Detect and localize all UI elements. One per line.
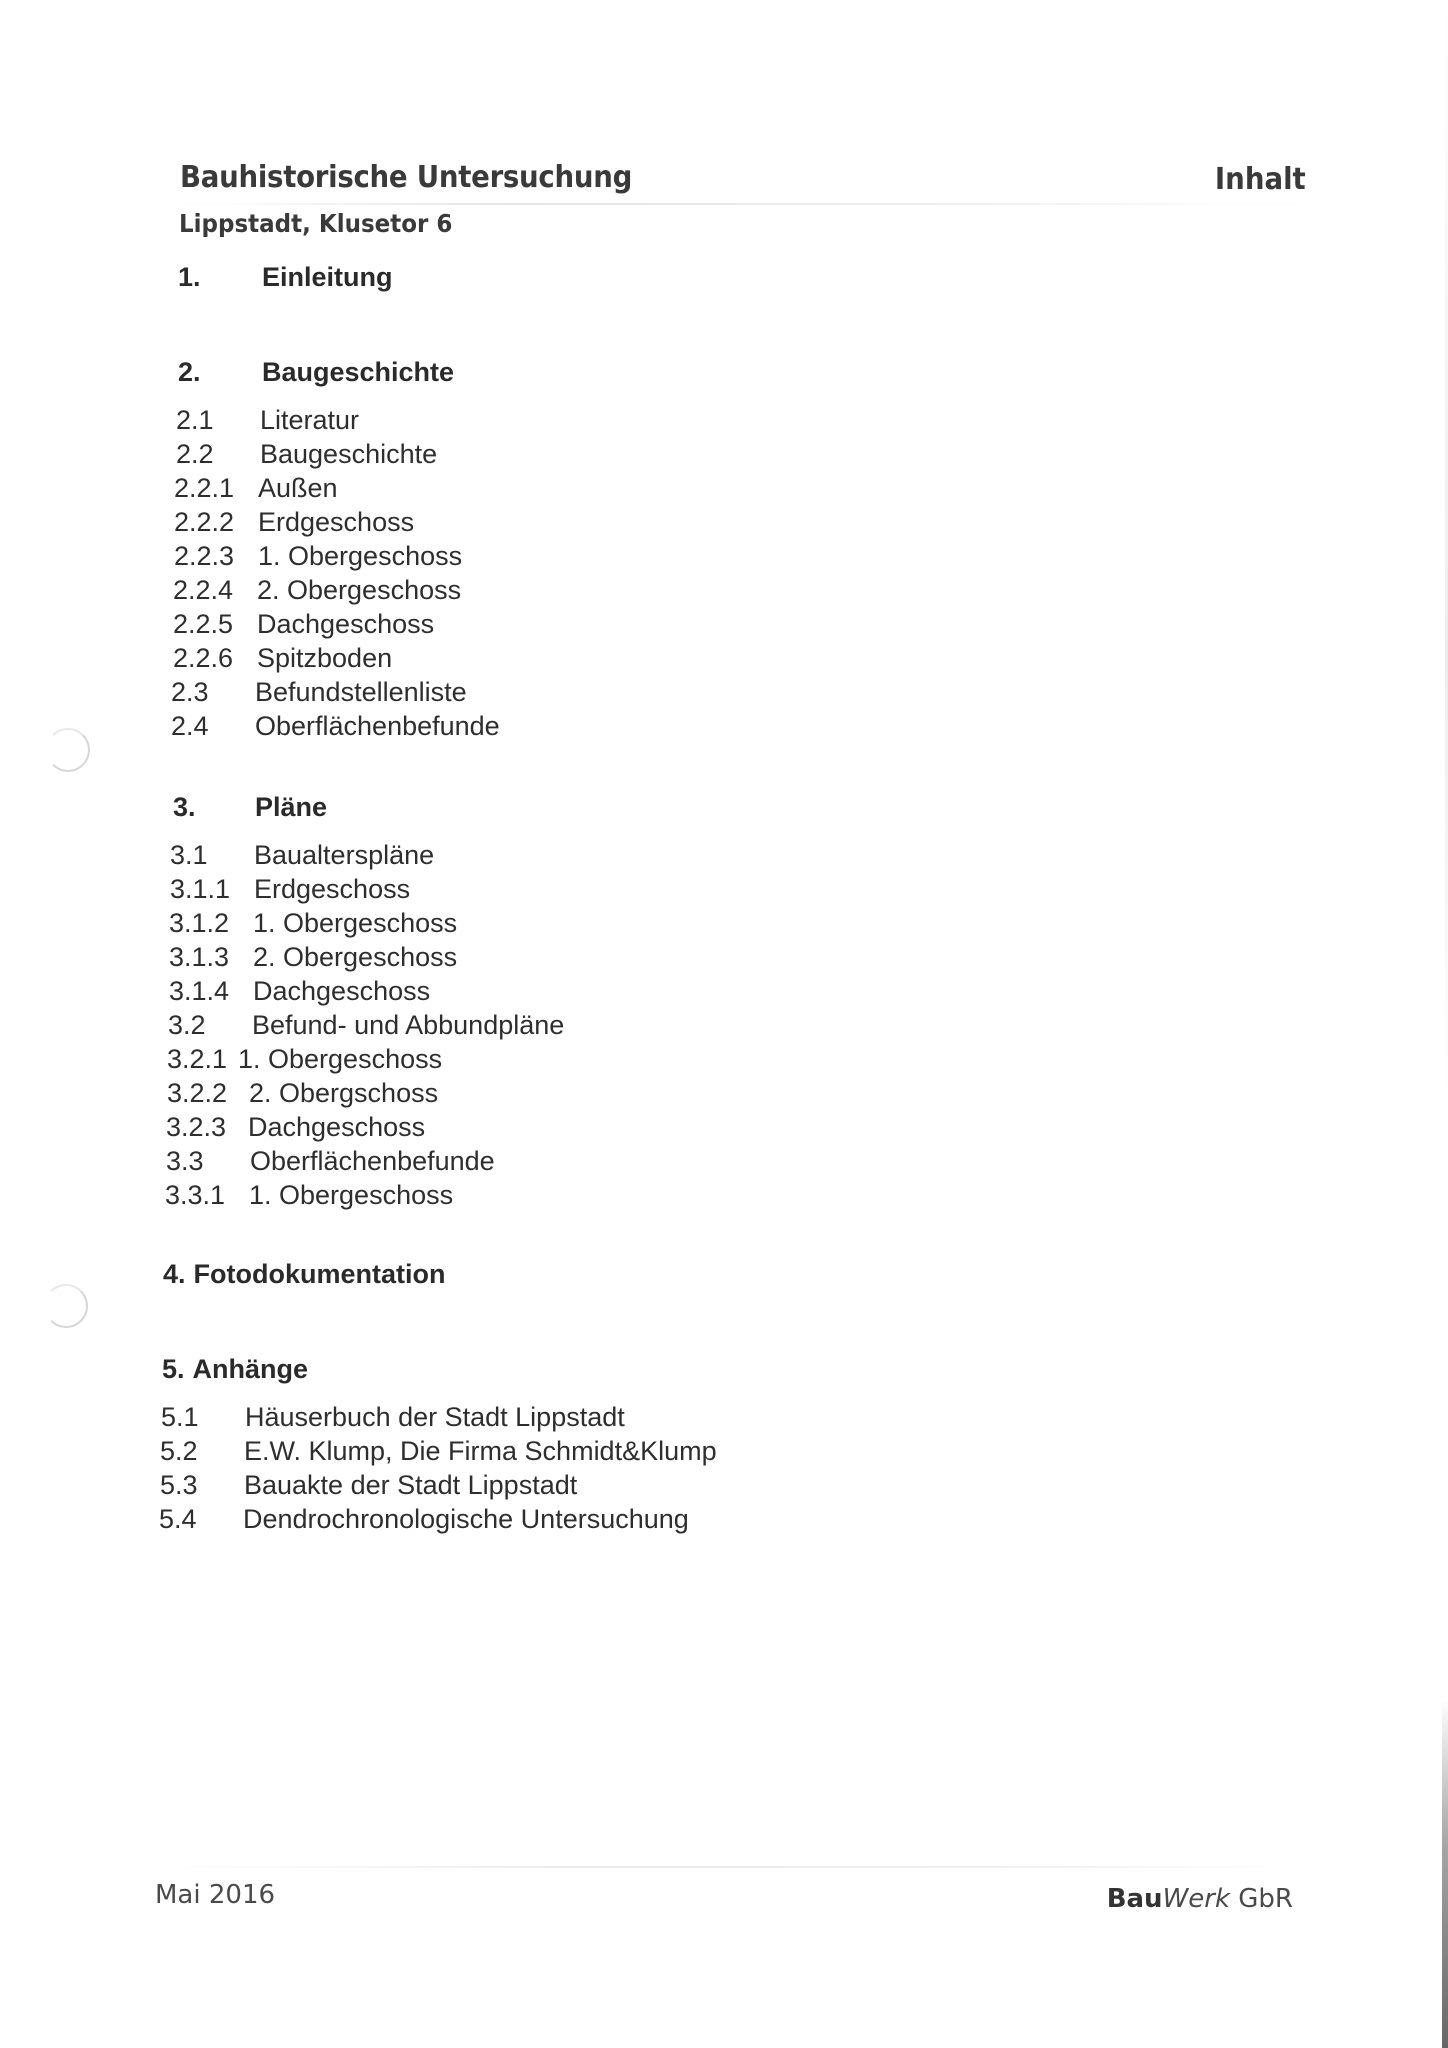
- toc-number: 2.1: [176, 405, 214, 435]
- toc-number: 2.2.1: [174, 473, 235, 503]
- toc-label: Einleitung: [262, 262, 393, 292]
- toc-entry: [174, 541, 462, 571]
- toc-label: E.W. Klump, Die Firma Schmidt&Klump: [244, 1436, 717, 1466]
- footer-rule: [150, 1866, 1290, 1868]
- toc-label: Fotodokumentation: [193, 1259, 446, 1289]
- toc-entry: [169, 942, 457, 972]
- toc-entry: [171, 711, 500, 741]
- toc-label: Baualterspläne: [254, 840, 435, 870]
- toc-number: 3.3.1: [165, 1180, 226, 1210]
- toc-label: Pläne: [255, 792, 328, 822]
- brand-suffix: GbR: [1230, 1884, 1293, 1914]
- toc-chapter: [162, 1354, 308, 1384]
- document-title: Bauhistorische Untersuchung: [180, 160, 633, 195]
- toc-label: 1. Obergeschoss: [249, 1180, 454, 1210]
- toc-number: 2.2.5: [173, 609, 234, 639]
- toc-number: 3.1.4: [169, 976, 230, 1006]
- punch-hole-bottom: [44, 1284, 88, 1328]
- toc-label: Oberflächenbefunde: [250, 1146, 495, 1176]
- toc-label: Erdgeschoss: [258, 507, 415, 537]
- toc-entry: [166, 1146, 495, 1176]
- toc-number: 2.2.3: [174, 541, 235, 571]
- footer-brand: [1107, 1884, 1293, 1914]
- toc-entry: [166, 1112, 425, 1142]
- toc-number: 2.3: [171, 677, 209, 707]
- toc-label: Baugeschichte: [262, 357, 455, 387]
- toc-label: Baugeschichte: [260, 439, 438, 469]
- toc-number: 2.2.6: [173, 643, 234, 673]
- toc-label: Bauakte der Stadt Lippstadt: [244, 1470, 578, 1500]
- scan-shadow-edge: [1442, 1700, 1448, 2048]
- toc-label: Dendrochronologische Untersuchung: [243, 1504, 689, 1534]
- toc-number: 3.2.1: [167, 1044, 228, 1074]
- toc-label: Befund- und Abbundpläne: [252, 1010, 565, 1040]
- toc-entry: [170, 874, 410, 904]
- toc-number: 3.2: [168, 1010, 206, 1040]
- toc-entry: [167, 1044, 442, 1074]
- toc-number: 4.: [163, 1259, 186, 1289]
- toc-label: Häuserbuch der Stadt Lippstadt: [245, 1402, 625, 1432]
- toc-entry: [173, 609, 434, 639]
- toc-entry: [176, 405, 359, 435]
- toc-label: 1. Obergeschoss: [238, 1044, 443, 1074]
- toc-entry: [173, 575, 461, 605]
- footer-date: Mai 2016: [155, 1880, 276, 1910]
- toc-label: Befundstellenliste: [255, 677, 467, 707]
- toc-number: 3.: [173, 792, 196, 822]
- toc-entry: [160, 1470, 577, 1500]
- toc-entry: [165, 1180, 453, 1210]
- toc-number: 5.3: [160, 1470, 198, 1500]
- toc-number: 5.2: [160, 1436, 198, 1466]
- toc-chapter: [178, 262, 393, 292]
- toc-number: 3.1: [170, 840, 208, 870]
- toc-label: Dachgeschoss: [248, 1112, 426, 1142]
- toc-number: 2.2: [176, 439, 214, 469]
- toc-number: 2.2.4: [173, 575, 234, 605]
- toc-entry: [167, 1078, 438, 1108]
- toc-entry: [176, 439, 437, 469]
- punch-hole-top: [46, 728, 90, 772]
- document-subtitle: Lippstadt, Klusetor 6: [179, 209, 453, 238]
- toc-entry: [173, 643, 392, 673]
- toc-chapter: [163, 1259, 446, 1289]
- toc-number: 2.2.2: [174, 507, 235, 537]
- toc-entry: [159, 1504, 689, 1534]
- toc-label: Erdgeschoss: [254, 874, 411, 904]
- toc-chapter: [173, 792, 327, 822]
- toc-label: 2. Obergeschoss: [257, 575, 462, 605]
- header-rule: [175, 203, 1305, 205]
- toc-entry: [169, 976, 430, 1006]
- toc-label: 2. Obergeschoss: [253, 942, 458, 972]
- toc-chapter: [178, 357, 454, 387]
- toc-entry: [160, 1436, 717, 1466]
- toc-number: 2.4: [171, 711, 209, 741]
- toc-number: 1.: [178, 262, 201, 292]
- toc-label: Dachgeschoss: [253, 976, 431, 1006]
- toc-number: 5.1: [161, 1402, 199, 1432]
- toc-label: Literatur: [260, 405, 360, 435]
- toc-number: 3.3: [166, 1146, 204, 1176]
- toc-entry: [170, 840, 434, 870]
- toc-number: 3.1.3: [169, 942, 230, 972]
- toc-entry: [169, 908, 457, 938]
- toc-entry: [161, 1402, 625, 1432]
- toc-number: 5.: [162, 1354, 185, 1384]
- toc-number: 2.: [178, 357, 201, 387]
- toc-number: 3.2.3: [166, 1112, 227, 1142]
- toc-label: Anhänge: [192, 1354, 309, 1384]
- toc-number: 3.1.1: [170, 874, 231, 904]
- toc-label: Spitzboden: [257, 643, 393, 673]
- toc-number: 5.4: [159, 1504, 197, 1534]
- brand-italic: Werk: [1162, 1884, 1231, 1914]
- toc-entry: [168, 1010, 564, 1040]
- toc-entry: [174, 507, 414, 537]
- toc-label: Oberflächenbefunde: [255, 711, 500, 741]
- toc-label: 1. Obergeschoss: [258, 541, 463, 571]
- toc-number: 3.1.2: [169, 908, 230, 938]
- toc-label: 1. Obergeschoss: [253, 908, 458, 938]
- toc-entry: [174, 473, 338, 503]
- section-label: Inhalt: [1215, 162, 1306, 197]
- brand-bold: Bau: [1106, 1884, 1163, 1914]
- toc-label: Dachgeschoss: [257, 609, 435, 639]
- toc-number: 3.2.2: [167, 1078, 228, 1108]
- toc-label: Außen: [258, 473, 338, 503]
- toc-label: 2. Obergschoss: [249, 1078, 439, 1108]
- toc-entry: [171, 677, 467, 707]
